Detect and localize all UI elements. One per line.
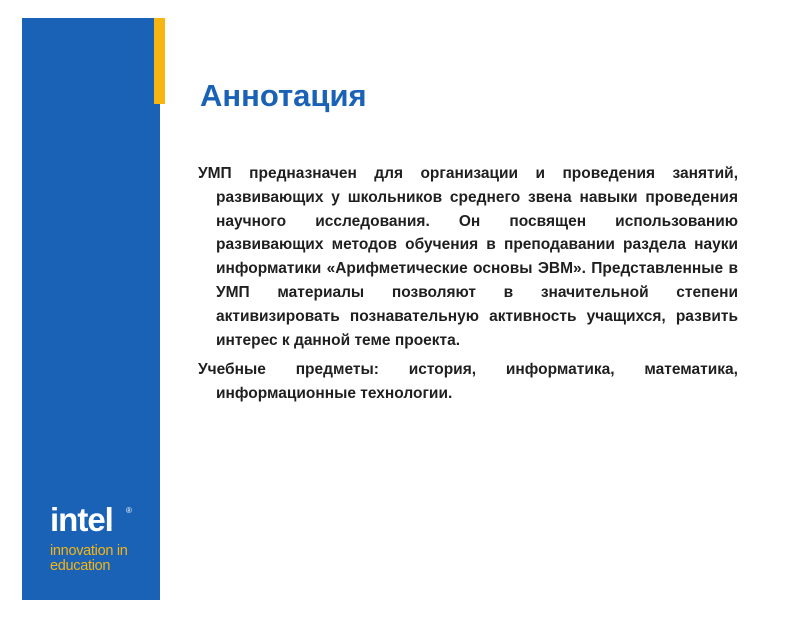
slide-title: Аннотация — [200, 78, 367, 113]
intel-wordmark: intel — [50, 501, 113, 538]
yellow-accent-bar — [154, 18, 165, 104]
intel-education-logo — [50, 502, 150, 574]
registered-mark: ® — [126, 506, 132, 515]
logo-tagline-line2: education — [50, 558, 111, 574]
slide-body — [198, 162, 738, 406]
logo-tagline-line1: innovation in — [50, 543, 128, 559]
annotation-paragraph: УМП предназначен для организации и проведения занятий, развивающих у школьников среднего звена навыки проведения научного исследования. Он посвящен использованию развивающих методов обучения в преподавании раздела науки информатики «Арифметические основы ЭВМ». Представленные в УМП материалы позволяют в значительной степени активизировать познавательную активность учащихся, развить интерес к данной теме проекта. — [198, 165, 738, 349]
subjects-paragraph: Учебные предметы: история, информатика, математика, информационные технологии. — [198, 361, 738, 403]
